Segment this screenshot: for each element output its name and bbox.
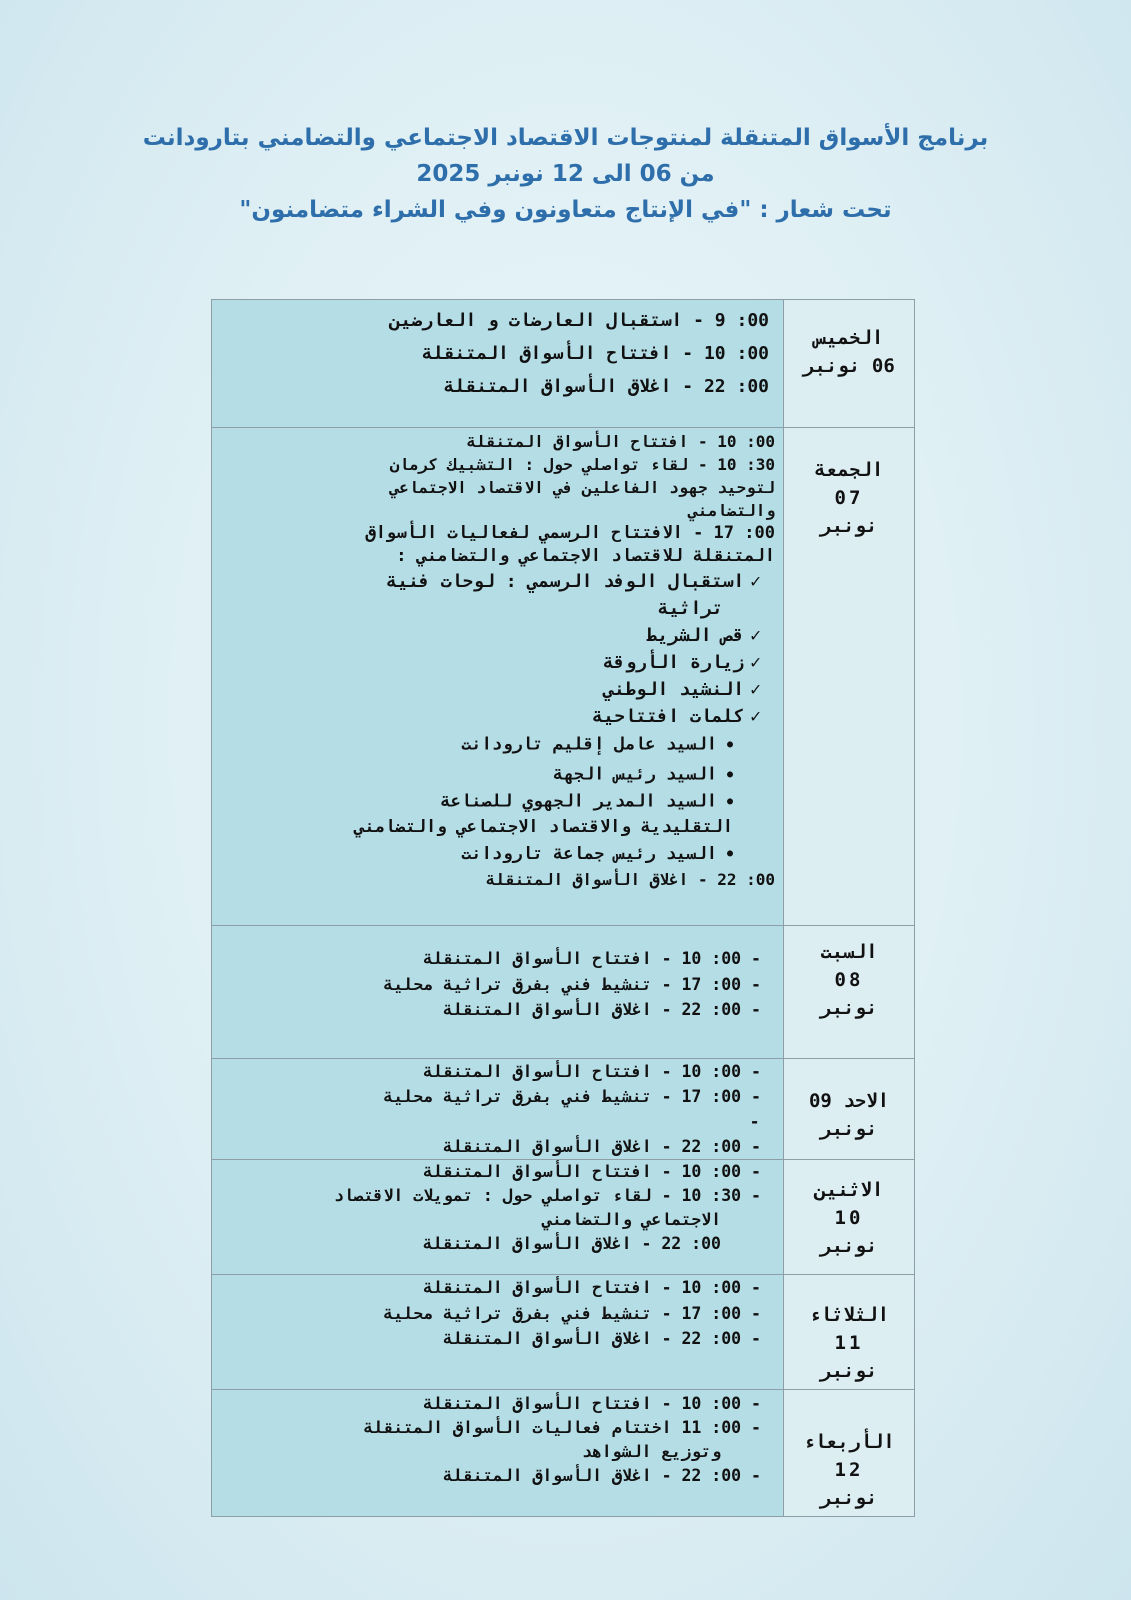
activity-line: المتنقلة للاقتصاد الاجتماعي والتضامني : bbox=[396, 546, 775, 566]
day-label: 07 bbox=[834, 487, 864, 509]
checklist-item: ✓ قص الشريط bbox=[212, 622, 783, 649]
speaker-item: ● السيد عامل إقليم تارودانت bbox=[212, 730, 783, 760]
program-header bbox=[60, 120, 1071, 228]
program-dates: من 06 الى 12 نونبر 2025 bbox=[416, 161, 715, 187]
activity-line: - 00: 11 اختتام فعاليات الأسواق المتنقلة bbox=[363, 1418, 761, 1437]
day-cell bbox=[784, 1390, 915, 1517]
activities-cell bbox=[212, 926, 784, 1059]
checklist-item: ✓ النشيد الوطني bbox=[212, 676, 783, 703]
day-cell bbox=[784, 1275, 915, 1390]
activity-line: - 00: 10 - افتتاح الأسواق المتنقلة bbox=[423, 1394, 761, 1413]
day-label: نونبر bbox=[820, 1235, 878, 1257]
day-cell bbox=[784, 1059, 915, 1160]
activity-line: لتوحيد جهود الفاعلين في الاقتصاد الاجتماعي bbox=[389, 478, 775, 497]
day-label: 12 bbox=[834, 1459, 864, 1481]
activities-cell bbox=[212, 1059, 784, 1160]
day-label: 08 bbox=[834, 969, 864, 991]
day-label: 11 bbox=[834, 1332, 864, 1354]
activity-line: 00: 22 - اغلاق الأسواق المتنقلة bbox=[486, 869, 775, 889]
activity-line: 00: 22 - اغلاق الأسواق المتنقلة bbox=[422, 1234, 721, 1253]
schedule-row-friday bbox=[212, 428, 915, 926]
activity-line: 30: 10 - لقاء تواصلي حول : التشبيك كرمان bbox=[389, 455, 775, 474]
activity-line: - 00: 10 - افتتاح الأسواق المتنقلة bbox=[423, 949, 761, 968]
activity-line: - 00: 17 - تنشيط فني بفرق تراثية محلية bbox=[383, 974, 761, 994]
schedule-table bbox=[211, 299, 915, 1517]
day-cell bbox=[784, 1160, 915, 1275]
checklist-item: ✓ زيارة الأروقة bbox=[212, 649, 783, 676]
day-label: نونبر bbox=[820, 997, 878, 1019]
day-cell bbox=[784, 926, 915, 1059]
speaker-item: ● السيد رئيس جماعة تارودانت bbox=[212, 840, 783, 868]
schedule-row-saturday bbox=[212, 926, 915, 1059]
activity-line: والتضامني bbox=[688, 501, 775, 520]
program-title: برنامج الأسواق المتنقلة لمنتوجات الاقتصاد الاجتماعي والتضامني بتارودانت bbox=[142, 125, 989, 151]
schedule-row-sunday bbox=[212, 1059, 915, 1160]
activity-line: 00: 17 - الافتتاح الرسمي لفعاليات الأسواق bbox=[365, 523, 775, 543]
activity-line: التقليدية والاقتصاد الاجتماعي والتضامني bbox=[354, 816, 733, 837]
activity-line: - 30: 10 - لقاء تواصلي حول : تمويلات الاقتصاد bbox=[333, 1186, 761, 1205]
day-label: الاثنين bbox=[814, 1179, 884, 1201]
activity-line: - 00: 10 - افتتاح الأسواق المتنقلة bbox=[423, 1062, 761, 1081]
activity-line: - 00: 17 - تنشيط فني بفرق تراثية محلية bbox=[383, 1087, 761, 1106]
day-label: الخميس bbox=[814, 327, 884, 349]
activity-line: 00: 22 - اغلاق الأسواق المتنقلة bbox=[443, 376, 769, 397]
speaker-item: ● السيد رئيس الجهة bbox=[212, 760, 783, 790]
activity-line: - 00: 22 - اغلاق الأسواق المتنقلة bbox=[443, 1137, 761, 1156]
day-cell bbox=[784, 300, 915, 428]
activity-line: 00: 10 - افتتاح الأسواق المتنقلة bbox=[422, 343, 769, 364]
day-cell bbox=[784, 428, 915, 926]
activities-cell bbox=[212, 1390, 784, 1517]
activity-line: - 00: 22 - اغلاق الأسواق المتنقلة bbox=[443, 1329, 761, 1348]
activity-line: الاجتماعي والتضامني bbox=[542, 1210, 721, 1229]
activity-line: تراثية bbox=[657, 598, 723, 619]
schedule-row-wednesday bbox=[212, 1390, 915, 1517]
activity-line: - 00: 10 - افتتاح الأسواق المتنقلة bbox=[423, 1162, 761, 1181]
schedule-row-monday bbox=[212, 1160, 915, 1275]
activities-cell bbox=[212, 1160, 784, 1275]
day-label: الجمعة bbox=[814, 459, 884, 481]
day-label: نونبر bbox=[820, 515, 878, 537]
activity-line: - 00: 22 - اغلاق الأسواق المتنقلة bbox=[443, 1466, 761, 1485]
activity-line: - bbox=[749, 1112, 761, 1131]
activity-line: - 00: 17 - تنشيط فني بفرق تراثية محلية bbox=[383, 1303, 761, 1323]
checklist-item: ✓ كلمات افتتاحية bbox=[212, 703, 783, 730]
day-label: الاحد 09 bbox=[808, 1090, 890, 1112]
activities-cell bbox=[212, 1275, 784, 1390]
day-label: نونبر bbox=[820, 1360, 878, 1382]
day-label: 06 نونبر bbox=[803, 355, 895, 377]
speaker-item: ● السيد المدير الجهوي للصناعة bbox=[212, 789, 783, 815]
schedule-row-thursday bbox=[212, 300, 915, 428]
activity-line: - 00: 22 - اغلاق الأسواق المتنقلة bbox=[443, 1000, 761, 1019]
day-label: السبت bbox=[820, 941, 878, 963]
day-label: 10 bbox=[834, 1207, 864, 1229]
activity-line: وتوزيع الشواهد bbox=[581, 1442, 721, 1461]
activities-cell bbox=[212, 428, 784, 926]
schedule-row-tuesday bbox=[212, 1275, 915, 1390]
program-slogan: تحت شعار : "في الإنتاج متعاونون وفي الشراء متضامنون" bbox=[239, 197, 892, 223]
activity-line: - 00: 10 - افتتاح الأسواق المتنقلة bbox=[423, 1278, 761, 1297]
activity-line: 00: 9 - استقبال العارضات و العارضين bbox=[389, 310, 769, 331]
day-label: نونبر bbox=[820, 1118, 878, 1140]
day-label: الأربعاء bbox=[803, 1431, 895, 1453]
day-label: الثلاثاء bbox=[808, 1304, 890, 1326]
checklist-item: ✓ استقبال الوفد الرسمي : لوحات فنية bbox=[212, 568, 783, 595]
day-label: نونبر bbox=[820, 1487, 878, 1509]
activities-cell bbox=[212, 300, 784, 428]
activity-line: 00: 10 - افتتاح الأسواق المتنقلة bbox=[466, 432, 775, 451]
